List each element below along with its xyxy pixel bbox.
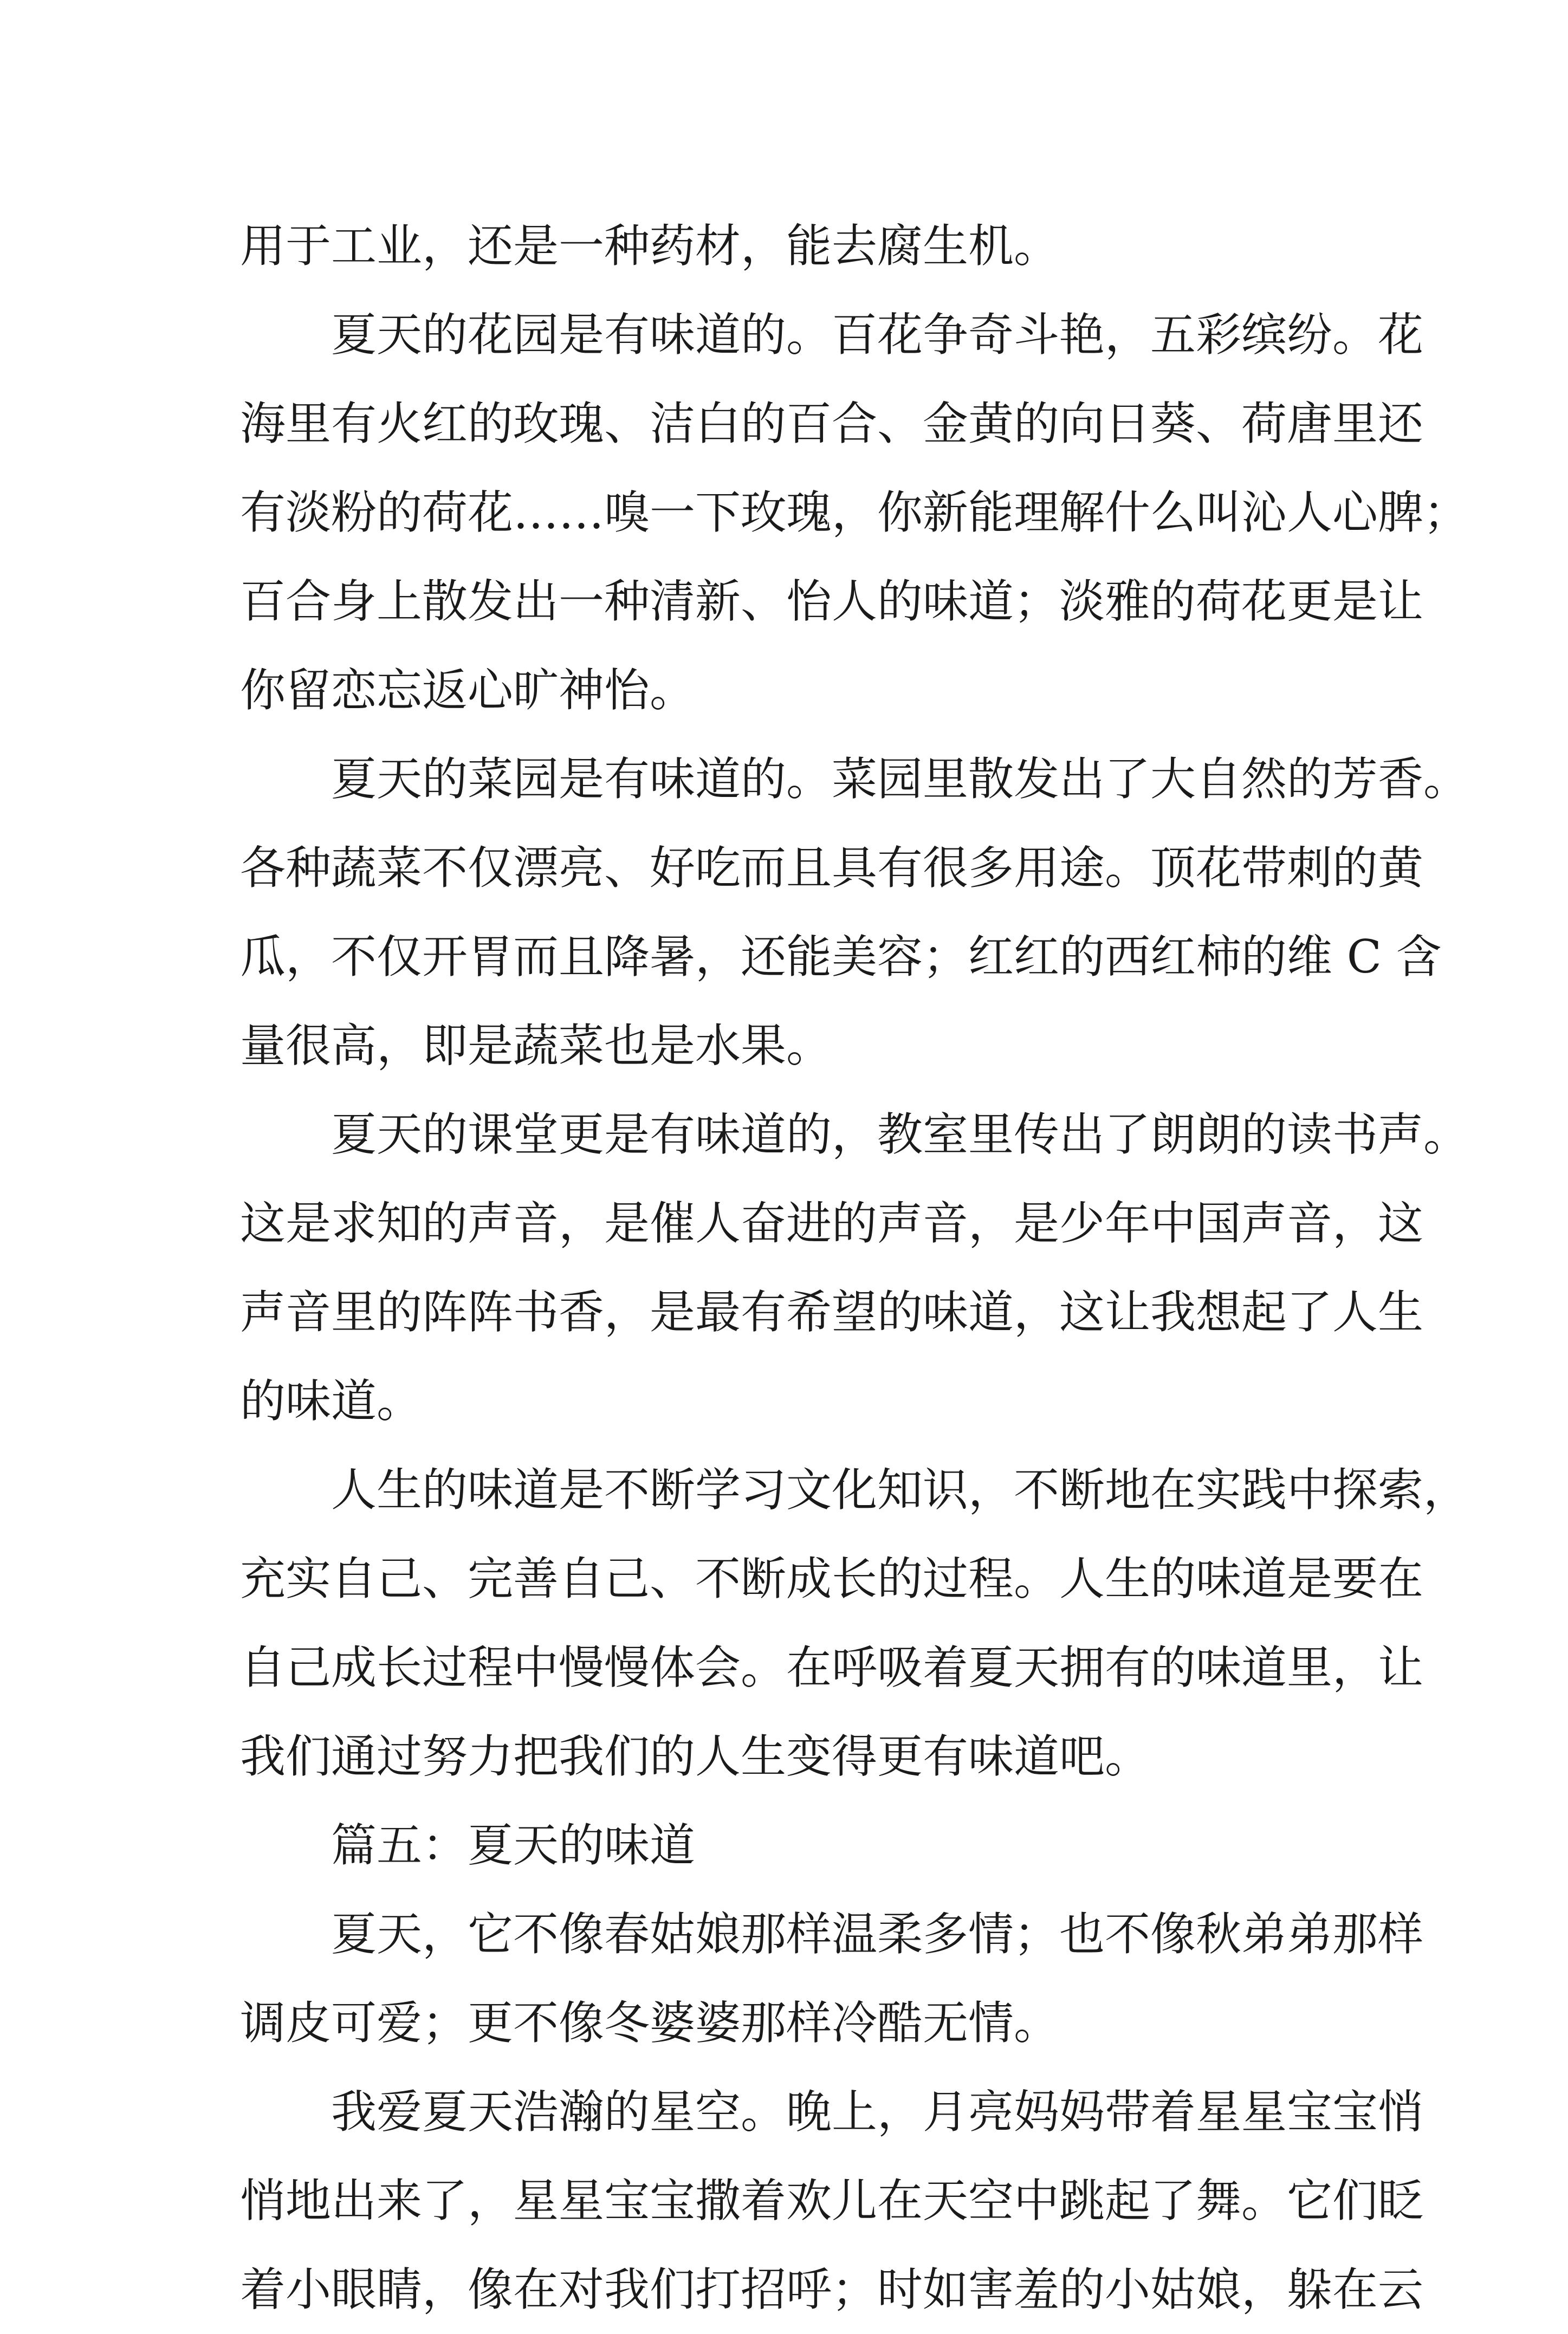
text-line: 夏天的课堂更是有味道的，教室里传出了朗朗的读书声。 (331, 1108, 1469, 1161)
text-line: 夏天，它不像春姑娘那样温柔多情；也不像秋弟弟那样 (331, 1908, 1424, 1961)
text-line: 充实自己、完善自己、不断成长的过程。人生的味道是要在 (240, 1552, 1424, 1605)
text-line: 海里有火红的玫瑰、洁白的百合、金黄的向日葵、荷唐里还 (240, 397, 1424, 450)
text-line: 夏天的花园是有味道的。百花争奇斗艳，五彩缤纷。花 (331, 308, 1424, 361)
text-line: 调皮可爱；更不像冬婆婆那样冷酷无情。 (240, 1996, 1060, 2050)
text-line: 瓜，不仅开胃而且降暑，还能美容；红红的西红柿的维 C 含 (240, 930, 1442, 983)
text-line: 量很高，即是蔬菜也是水果。 (240, 1019, 832, 1072)
text-line: 人生的味道是不断学习文化知识，不断地在实践中探索， (331, 1463, 1469, 1516)
text-line: 自己成长过程中慢慢体会。在呼吸着夏天拥有的味道里，让 (240, 1641, 1424, 1694)
section-heading: 篇五：夏天的味道 (331, 1819, 696, 1872)
text-line: 声音里的阵阵书香，是最有希望的味道，这让我想起了人生 (240, 1286, 1424, 1339)
text-line: 用于工业，还是一种药材，能去腐生机。 (240, 219, 1060, 273)
text-line: 有淡粉的荷花……嗅一下玫瑰，你新能理解什么叫沁人心脾； (240, 486, 1469, 539)
text-line: 各种蔬菜不仅漂亮、好吃而且具有很多用途。顶花带刺的黄 (240, 841, 1424, 894)
text-line: 我爱夏天浩瀚的星空。晚上，月亮妈妈带着星星宝宝悄 (331, 2085, 1424, 2138)
text-line: 着小眼睛，像在对我们打招呼；时如害羞的小姑娘，躲在云 (240, 2263, 1424, 2316)
text-line: 悄地出来了，星星宝宝撒着欢儿在天空中跳起了舞。它们眨 (240, 2174, 1424, 2227)
text-line: 我们通过努力把我们的人生变得更有味道吧。 (240, 1730, 1151, 1783)
text-line: 的味道。 (240, 1375, 423, 1428)
body-text (240, 202, 1469, 2334)
text-line: 夏天的菜园是有味道的。菜园里散发出了大自然的芳香。 (331, 753, 1469, 806)
text-line: 这是求知的声音，是催人奋进的声音，是少年中国声音，这 (240, 1197, 1424, 1250)
text-line: 你留恋忘返心旷神怡。 (240, 664, 696, 717)
text-line: 百合身上散发出一种清新、怡人的味道；淡雅的荷花更是让 (240, 575, 1424, 628)
